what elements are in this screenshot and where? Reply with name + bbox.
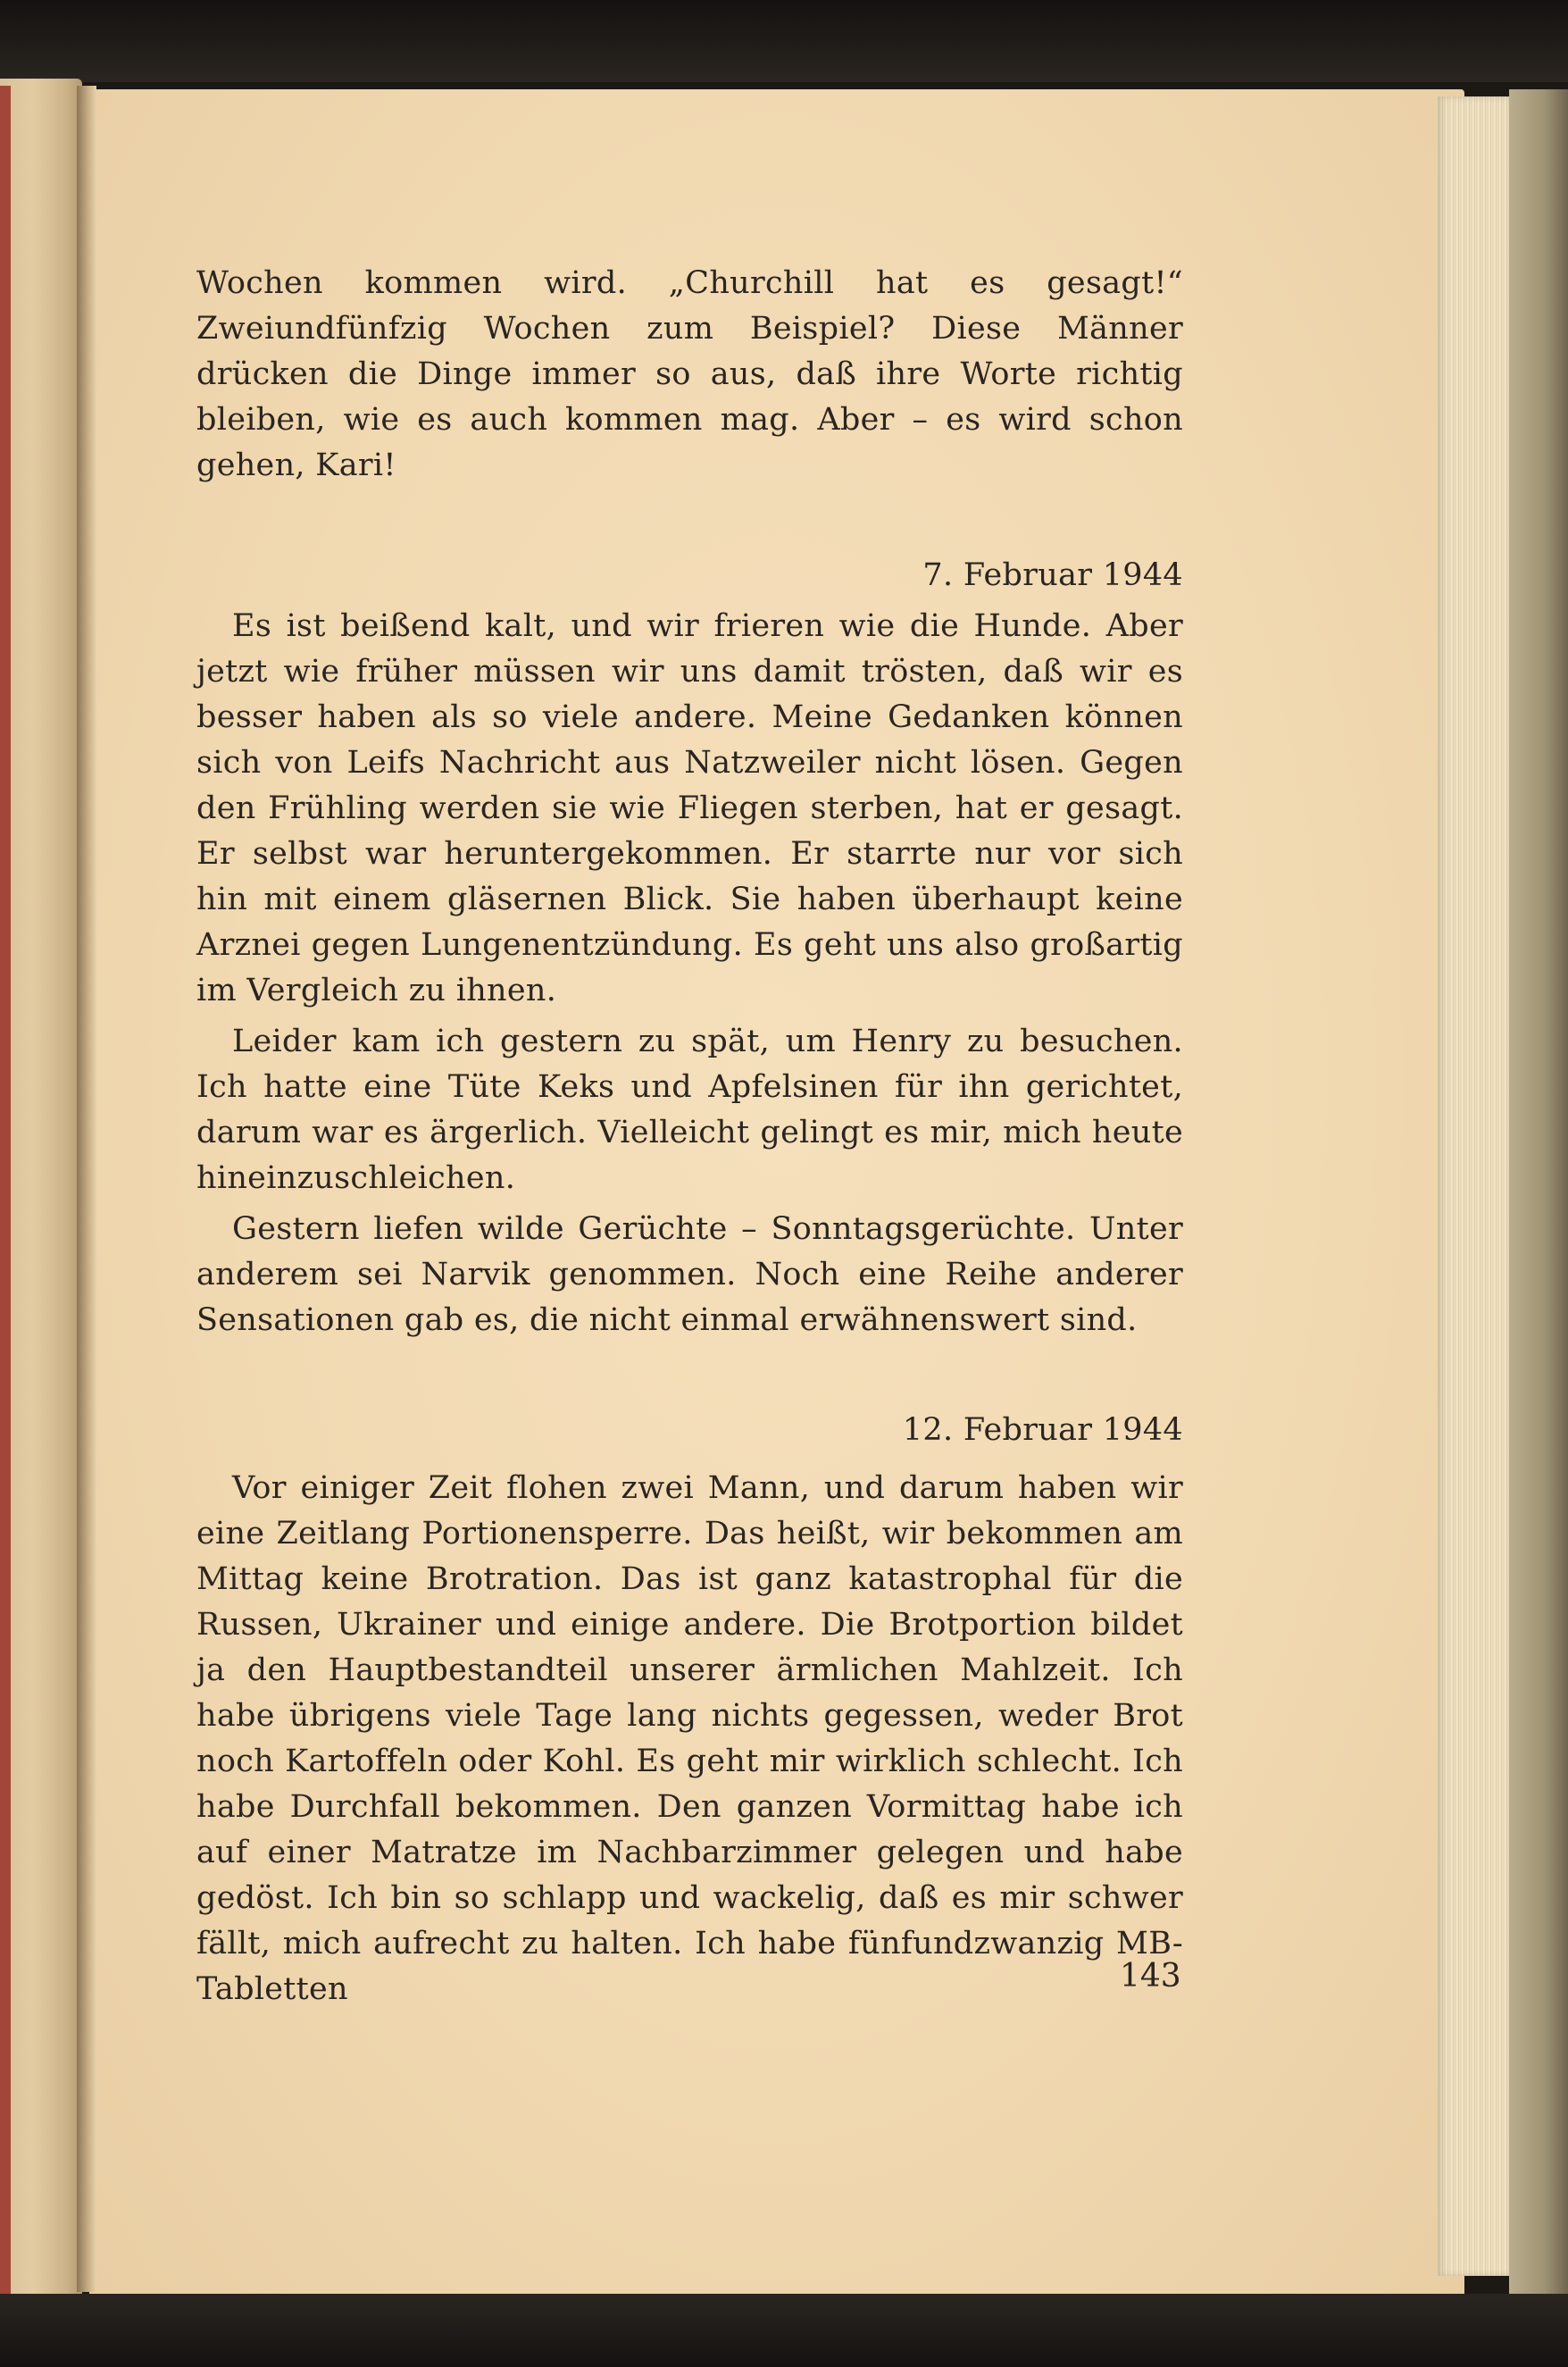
page-number: 143 [1120, 1958, 1181, 1995]
page-stack-edge [1438, 96, 1509, 2276]
previous-page-edge [0, 79, 82, 2312]
scanner-border-top [0, 0, 1568, 82]
entry-paragraph: Leider kam ich gestern zu spät, um Henry zu besuchen. Ich hatte eine Tüte Keks und Apfelsinen für ihn gerichtet, darum war es ärgerlich. Vielleicht gelingt es mir, mich heute hineinzuschleichen. [196, 1024, 1183, 1196]
entry-paragraph: Vor einiger Zeit flohen zwei Mann, und darum haben wir eine Zeitlang Portionensperre. Das heißt, wir bekommen am Mittag keine Brotration. Das ist ganz katastrophal für die Russen, Ukrainer und einige andere. Die Brotportion bildet ja den Hauptbestandteil unserer ärmlichen Mahlzeit. Ich habe übrigens viele Tage lang nichts gegessen, weder Brot noch Kartoffeln oder Kohl. Es geht mir wirklich schlecht. Ich habe Durchfall bekommen. Den ganzen Vormittag habe ich auf einer Matratze im Nachbarzimmer gelegen und habe gedöst. Ich bin so schlapp und wackelig, daß es mir schwer fällt, mich aufrecht zu halten. Ich habe fünfundzwanzig MB-Tabletten [196, 1470, 1183, 2007]
page-text [196, 261, 1183, 2012]
entry-paragraph: Gestern liefen wilde Gerüchte – Sonntagsgerüchte. Unter anderem sei Narvik genommen. Noch eine Reihe anderer Sensationen gab es, die nicht einmal erwähnenswert sind. [196, 1211, 1183, 1338]
entry-date: 7. Februar 1944 [922, 557, 1183, 593]
entry-date: 12. Februar 1944 [902, 1412, 1183, 1448]
book-cover-edge-right [1509, 89, 1568, 2296]
scanner-border-bottom [0, 2294, 1568, 2367]
page-gutter [77, 86, 96, 2292]
intro-paragraph: Wochen kommen wird. „Churchill hat es gesagt!“ Zweiundfünfzig Wochen zum Beispiel? Diese Männer drücken die Dinge immer so aus, daß ihre Worte richtig bleiben, wie es auch kommen mag. Aber – es wird schon gehen, Kari! [196, 265, 1183, 483]
entry-paragraph: Es ist beißend kalt, und wir frieren wie die Hunde. Aber jetzt wie früher müssen wir uns damit trösten, daß wir es besser haben als so viele andere. Meine Gedanken können sich von Leifs Nachricht aus Natzweiler nicht lösen. Gegen den Frühling werden sie wie Fliegen sterben, hat er gesagt. Er selbst war heruntergekommen. Er starrte nur vor sich hin mit einem gläsernen Blick. Sie haben überhaupt keine Arznei gegen Lungenentzündung. Es geht uns also großartig im Vergleich zu ihnen. [196, 608, 1183, 1008]
book-cover-edge-left [0, 86, 11, 2310]
